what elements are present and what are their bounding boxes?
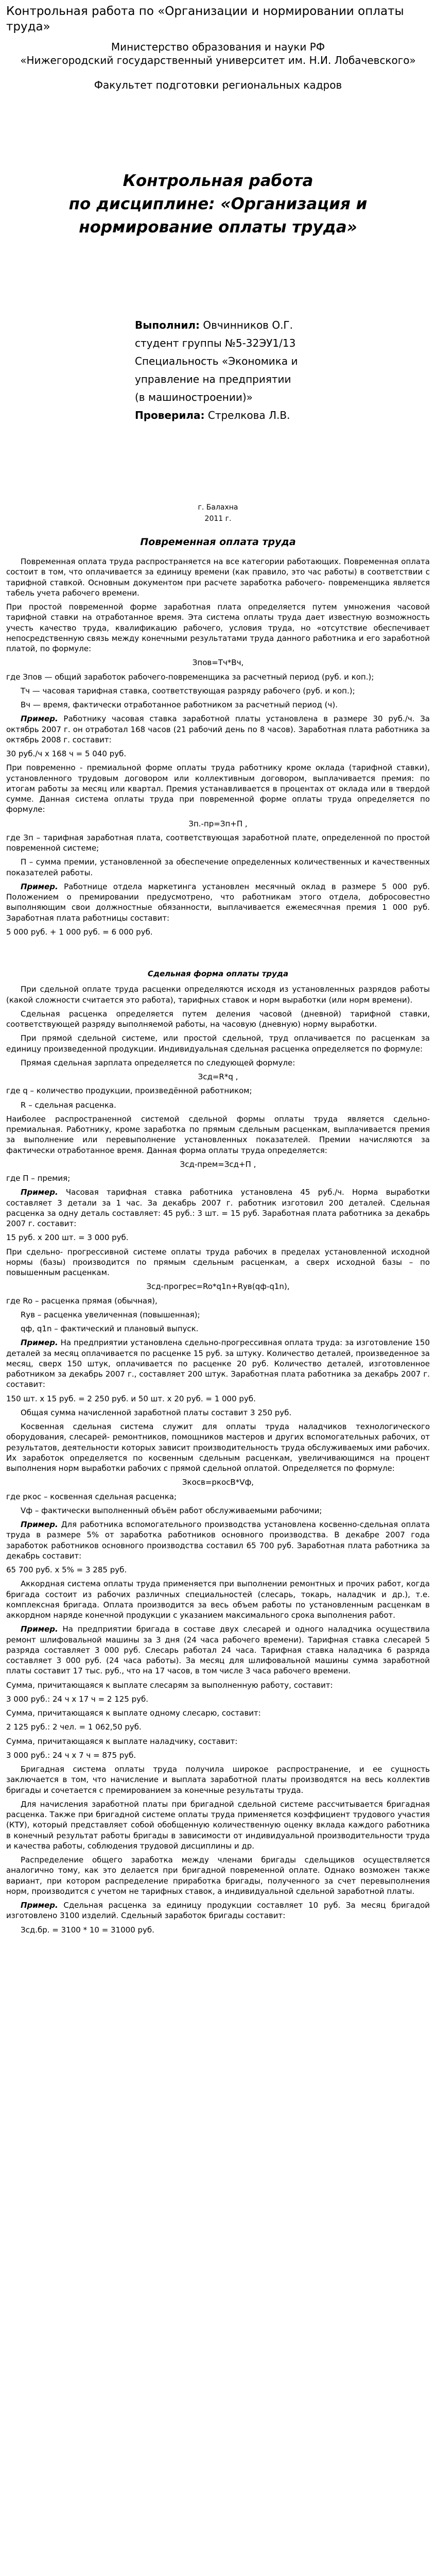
- example-label: Пример.: [21, 1901, 58, 1910]
- formula: Зсд=R*q ,: [198, 1072, 238, 1082]
- formula: Зсд-прем=Зсд+П ,: [180, 1159, 256, 1169]
- paragraph: Для начисления заработной платы при бригадной сдельной системе рассчитывается бригадная расценка. Также при бригадной системе оплаты труда применяется коэффициент трудового участия (КТУ), который представляет собой обобщенную количественную оценку вклада каждого работника в конечный результат работы бригады в зависимости от индивидуальной производительности труда и качества работы, соблюдения трудовой дисциплины и др.: [6, 1799, 430, 1851]
- section-piece-rate-pay: [6, 984, 430, 1935]
- formula: Зкосв=ркосВ*Vф,: [182, 1478, 254, 1487]
- example-label: Пример.: [21, 1188, 58, 1197]
- example: [6, 1519, 430, 1561]
- paragraph: При повременно - премиальной форме оплаты труда работнику кроме оклада (тарифной ставки), установленного трудовым договором или коллективным договором, выплачивается премия: по итогам работы за месяц или квартал. Премия устанавливается в процентах от оклада или в твердой сумме. Данная система оплаты труда при повременной форме оплаты труда определяется по формуле:: [6, 763, 430, 815]
- specialty-line: (в машиностроении)»: [135, 391, 253, 403]
- paragraph: Повременная оплата труда распространяется на все категории работающих. Повременная оплата состоит в том, что оплачивается за единицу времени (как правило, это час работы) в соответствии с тарифной ставкой. Основным документом при расчете заработка рабочего- повременщика является табель учета рабочего времени.: [6, 557, 430, 598]
- checker-name: Стрелкова Л.В.: [207, 409, 290, 421]
- paragraph: Сумма, причитающаяся к выплате наладчику, составит:: [6, 1736, 238, 1746]
- paragraph: Rув – расценка увеличенная (повышенная);: [21, 1310, 200, 1319]
- example-text: На предприятии бригада в составе двух слесарей и одного наладчика осуществила ремонт шлифовальной машины за 3 дня (24 часа рабочего времени). Тарифная ставка слесарей 5 разряда составляет 3 000 руб. Слесарь работал 24 часа. Тарифная ставка наладчика 6 разряда составляет 3 000 руб. (24 часа работы). За месяц для шлифовальной машины сумма заработной платы составит 17 тыс. руб., что на 17 часов, в том числе 3 часа рабочего времени.: [6, 1624, 430, 1676]
- city-year: [6, 502, 430, 525]
- paragraph: Сумма, причитающаяся к выплате слесарям за выполненную работу, составит:: [6, 1680, 333, 1690]
- specialty-line: управление на предприятии: [135, 372, 291, 385]
- work-title-line: по дисциплине: «Организация и: [68, 194, 368, 213]
- example-label: Пример.: [21, 1338, 58, 1348]
- paragraph: Сумма, причитающаяся к выплате одному слесарю, составит:: [6, 1708, 261, 1718]
- paragraph: где Зп – тарифная заработная плата, соответствующая заработной плате, определенной по простой повременной системе;: [6, 833, 430, 853]
- paragraph: Вч — время, фактически отработанное работником за расчетный период (ч).: [21, 700, 338, 710]
- example-text: Работнику часовая ставка заработной платы установлена в размере 30 руб./ч. За октябрь 2007 г. он отработал 168 часов (21 рабочий день по 8 часов). Заработная плата работника за октябрь 2008 г. составит:: [6, 714, 430, 744]
- paragraph: Тч — часовая тарифная ставка, соответствующая разряду рабочего (руб. и коп.);: [21, 686, 355, 696]
- example: [6, 1337, 430, 1389]
- example: [6, 1624, 430, 1676]
- example-text: Для работника вспомогательного производства установлена косвенно-сдельная оплата труда в размере 5% от заработка работников основного производства. В декабре 2007 года заработок работников основного производства составил 65 700 руб. Заработная плата работника за декабрь составит:: [6, 1520, 430, 1561]
- example-text: Часовая тарифная ставка работника установлена 45 руб./ч. Норма выработки составляет 3 детали за 1 час. За декабрь 2007 г. работник изготовил 200 деталей. Сдельная расценка за одну деталь составляет: 45 руб.: 3 шт. = 15 руб. Заработная плата работника за декабрь 2007 г. составит:: [6, 1188, 430, 1229]
- example: [6, 882, 430, 923]
- formula: Зпов=Тч*Вч,: [192, 658, 244, 668]
- performer-line: [135, 316, 430, 334]
- author-block: [135, 316, 430, 425]
- paragraph: Наиболее распространенной системой сдельной формы оплаты труда является сдельно-премиальная. Работнику, кроме заработка по прямым сдельным расценкам, выплачивается премия за выполнение или перевыполнение установленных показателей. Премии начисляются за фактически отработанное время. Данная форма оплаты труда определяется:: [6, 1114, 430, 1155]
- university-name: «Нижегородский государственный университет им. Н.И. Лобачевского»: [20, 54, 416, 66]
- student-group: студент группы №5-32ЭУ1/13: [135, 336, 296, 349]
- paragraph: Общая сумма начисленной заработной платы составит 3 250 руб.: [21, 1408, 292, 1417]
- ministry-name: Министерство образования и науки РФ: [111, 40, 325, 53]
- section-heading: Сдельная форма оплаты труда: [147, 969, 289, 979]
- performer-name: Овчинников О.Г.: [203, 318, 293, 331]
- example: [6, 1900, 430, 1921]
- calculation: 2 125 руб.: 2 чел. = 1 062,50 руб.: [6, 1722, 142, 1732]
- section-heading: Повременная оплата труда: [140, 536, 296, 548]
- spacer: [6, 941, 430, 954]
- paragraph: Распределение общего заработка между членами бригады сдельщиков осуществляется аналогично тому, как это делается при бригадной повременной оплате. Однако возможен также вариант, при котором распределение приработка бригады, полученного за счет перевыполнения норм, производится с учетом не тарифных ставок, а индивидуальной сдельной заработной платы.: [6, 1855, 430, 1896]
- calculation: 65 700 руб. x 5% = 3 285 руб.: [6, 1565, 127, 1575]
- example-label: Пример.: [21, 1624, 58, 1634]
- formula: Зп.-пр=Зп+П ,: [188, 819, 248, 828]
- example: [6, 714, 430, 745]
- year: 2011 г.: [204, 514, 232, 523]
- example-label: Пример.: [21, 1520, 58, 1530]
- calculation: Зсд.бр. = 3100 * 10 = 31000 руб.: [21, 1925, 154, 1935]
- paragraph: Прямая сдельная зарплата определяется по следующей формуле:: [21, 1058, 295, 1067]
- work-title: [6, 170, 430, 239]
- paragraph: где Ro – расценка прямая (обычная),: [6, 1296, 158, 1306]
- example-text: Сдельная расценка за единицу продукции составляет 10 руб. За месяц бригадой изготовлено 3100 изделий. Сдельный заработок бригады составит:: [6, 1901, 430, 1921]
- paragraph: qф, q1n – фактический и плановый выпуск.: [21, 1324, 199, 1334]
- paragraph: При прямой сдельной системе, или простой сдельной, труд оплачивается по расценкам за единицу произведенной продукции. Индивидуальная сдельная расценка определяется по формуле:: [6, 1033, 430, 1054]
- paragraph: При сдельной оплате труда расценки определяются исходя из установленных разрядов работы (какой сложности считается это работа), тарифных ставок и норм выработки (или норм времени).: [6, 985, 430, 1005]
- example-text: Работнице отдела маркетинга установлен месячный оклад в размере 5 000 руб. Положением о премировании предусмотрено, что работникам этого отдела, добросовестно выполняющим свои должностные обязанности, выплачивается ежемесячная премия 1 000 руб. Заработная плата работницы составит:: [6, 882, 430, 923]
- checker-line: [135, 406, 430, 425]
- calculation: 3 000 руб.: 24 ч x 7 ч = 875 руб.: [6, 1750, 136, 1760]
- example-text: На предприятии установлена сдельно-прогрессивная оплата труда: за изготовление 150 деталей за месяц оплачивается по расценке 15 руб. за штуку. Количество деталей, произведенное за месяц, сверх 150 штук, оплачивается по расценке 20 руб. Количество деталей, изготовленное работником за декабрь 2007 г., составляет 200 штук. Заработная плата работника за декабрь 2007 г. составит:: [6, 1338, 430, 1389]
- paragraph: Аккордная система оплаты труда применяется при выполнении ремонтных и прочих работ, когда бригада состоит из рабочих различных специальностей (слесарь, токарь, наладчик и др.), т.е. комплексная бригада. Оплата производится за весь объем работы по установленным расценкам в аккордном наряде конечной продукции с указанием максимального срока выполнения работ.: [6, 1579, 430, 1620]
- specialty-line: Специальность «Экономика и: [135, 354, 298, 367]
- paragraph: П – сумма премии, установленной за обеспечение определенных количественных и качественных показателей работы.: [6, 857, 430, 877]
- calculation: 3 000 руб.: 24 ч x 17 ч = 2 125 руб.: [6, 1694, 149, 1704]
- paragraph: где Зпов — общий заработок рабочего-повременщика за расчетный период (руб. и коп.);: [6, 672, 374, 682]
- calculation: 30 руб./ч x 168 ч = 5 040 руб.: [6, 749, 127, 759]
- calculation: 15 руб. x 200 шт. = 3 000 руб.: [6, 1233, 129, 1243]
- paragraph: где q – количество продукции, произведённой работником;: [6, 1086, 252, 1096]
- performer-label: Выполнил:: [135, 318, 200, 331]
- checker-label: Проверила:: [135, 409, 205, 421]
- paragraph: Сдельная расценка определяется путем деления часовой (дневной) тарифной ставки, соответствующей разряду выполняемой работы, на часовую (дневную) норму выработки.: [6, 1009, 430, 1029]
- document-title: Контрольная работа по «Организации и нормировании оплаты труда»: [6, 5, 404, 33]
- faculty-name: Факультет подготовки региональных кадров: [94, 78, 342, 91]
- paragraph: Бригадная система оплаты труда получила широкое распространение, и ее сущность заключается в том, что начисление и выплата заработной платы производятся на весь коллектив бригады и сочетается с премированием за конечные результаты труда.: [6, 1765, 430, 1795]
- calculation: 150 шт. x 15 руб. = 2 250 руб. и 50 шт. x 20 руб. = 1 000 руб.: [6, 1394, 256, 1403]
- example-label: Пример.: [21, 882, 58, 891]
- city: г. Балахна: [198, 503, 238, 512]
- title-page-header: [6, 40, 430, 92]
- paragraph: При сдельно- прогрессивной системе оплаты труда рабочих в пределах установленной исходной нормы (базы) производится по прямым сдельным расценкам, а сверх исходной базы – по повышенным расценкам.: [6, 1247, 430, 1278]
- example: [6, 1187, 430, 1229]
- work-title-line: Контрольная работа: [123, 171, 313, 190]
- paragraph: где П – премия;: [6, 1174, 71, 1183]
- formula: Зсд-прогрес=Ro*q1n+Rув(qф-q1n),: [146, 1282, 290, 1292]
- paragraph: где ркос – косвенная сдельная расценка;: [6, 1492, 177, 1501]
- paragraph: Vф – фактически выполненный объём работ обслуживаемыми рабочими;: [21, 1505, 322, 1515]
- paragraph: Косвенная сдельная система служит для оплаты труда наладчиков технологического оборудования, слесарей- ремонтников, помощников мастеров и других вспомогательных рабочих, от результатов, деятельности которых зависит производительность труда обслуживаемых ими рабочих. Их заработок определяется по косвенным сдельным расценкам, увеличивающимся на процент выполнения норм выработки рабочих с прямой сдельной оплатой. Определяется по формуле:: [6, 1422, 430, 1473]
- paragraph: R – сдельная расценка.: [21, 1100, 116, 1110]
- example-label: Пример.: [21, 714, 58, 724]
- work-title-line: нормирование оплаты труда»: [79, 217, 357, 236]
- section-time-based-pay: [6, 556, 430, 937]
- paragraph: При простой повременной форме заработная плата определяется путем умножения часовой тарифной ставки на отработанное время. Эта система оплаты труда дает известную возможность учесть качество труда, квалификацию рабочего, условия труда, но «отсутствие обеспечивает непосредственную связь между конечными результатами труда данного работника и его заработной платой, по формуле:: [6, 602, 430, 654]
- calculation: 5 000 руб. + 1 000 руб. = 6 000 руб.: [6, 927, 153, 937]
